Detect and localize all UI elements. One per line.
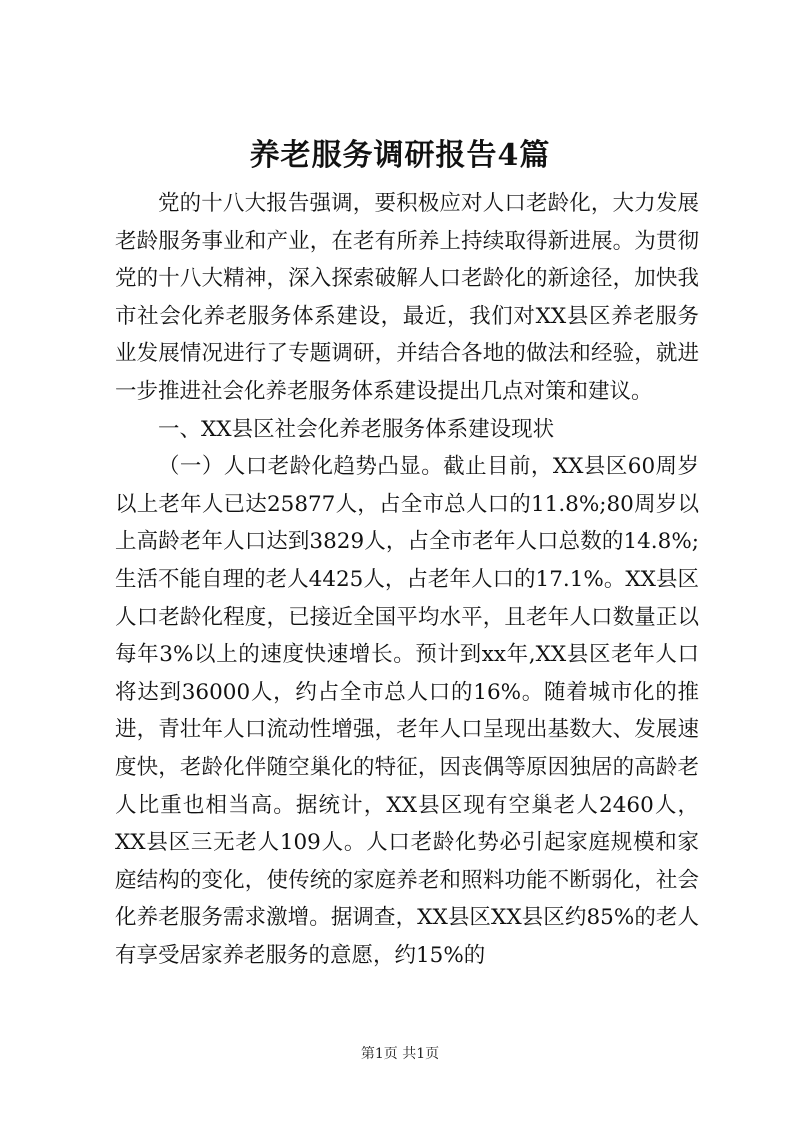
page-title: 养老服务调研报告4篇 — [249, 138, 551, 173]
page-number-footer: 第1页 共1页 — [360, 1046, 440, 1062]
paragraph-intro: 党的十八大报告强调，要积极应对人口老龄化，大力发展老龄服务事业和产业，在老有所养上持续取得新进展。为贯彻党的十八大精神，深入探索破解人口老龄化的新途径，加快我市社会化养老服务体系建设，最近，我们对XX县区养老服务业发展情况进行了专题调研，并结合各地的做法和经验，就进一步推进社会化养老服务体系建设提出几点对策和建议。 — [115, 191, 699, 404]
paragraph-aging-trend: （一）人口老龄化趋势凸显。截止目前，XX县区60周岁以上老年人已达25877人，占全市总人口的11.8%;80周岁以上高龄老年人口达到3829人，占全市老年人口总数的14.8%;生活不能自理的老人4425人，占老年人口的17.1%。XX县区人口老龄化程度，已接近全国平均水平，且老年人口数量正以每年3%以上的速度快速增长。预计到xx年,XX县区老年人口将达到36000人，约占全市总人口的16%。随着城市化的推进，青壮年人口流动性增强，老年人口呈现出基数大、发展速度快，老龄化伴随空巢化的特征，因丧偶等原因独居的高龄老人比重也相当高。据统计，XX县区现有空巢老人2460人，XX县区三无老人109人。人口老龄化势必引起家庭规模和家庭结构的变化，使传统的家庭养老和照料功能不断弱化，社会化养老服务需求激增。据调查，XX县区XX县区约85%的老人有享受居家养老服务的意愿，约15%的 — [115, 454, 699, 968]
section-heading: 一、XX县区社会化养老服务体系建设现状 — [158, 416, 555, 442]
document-body — [115, 185, 699, 974]
